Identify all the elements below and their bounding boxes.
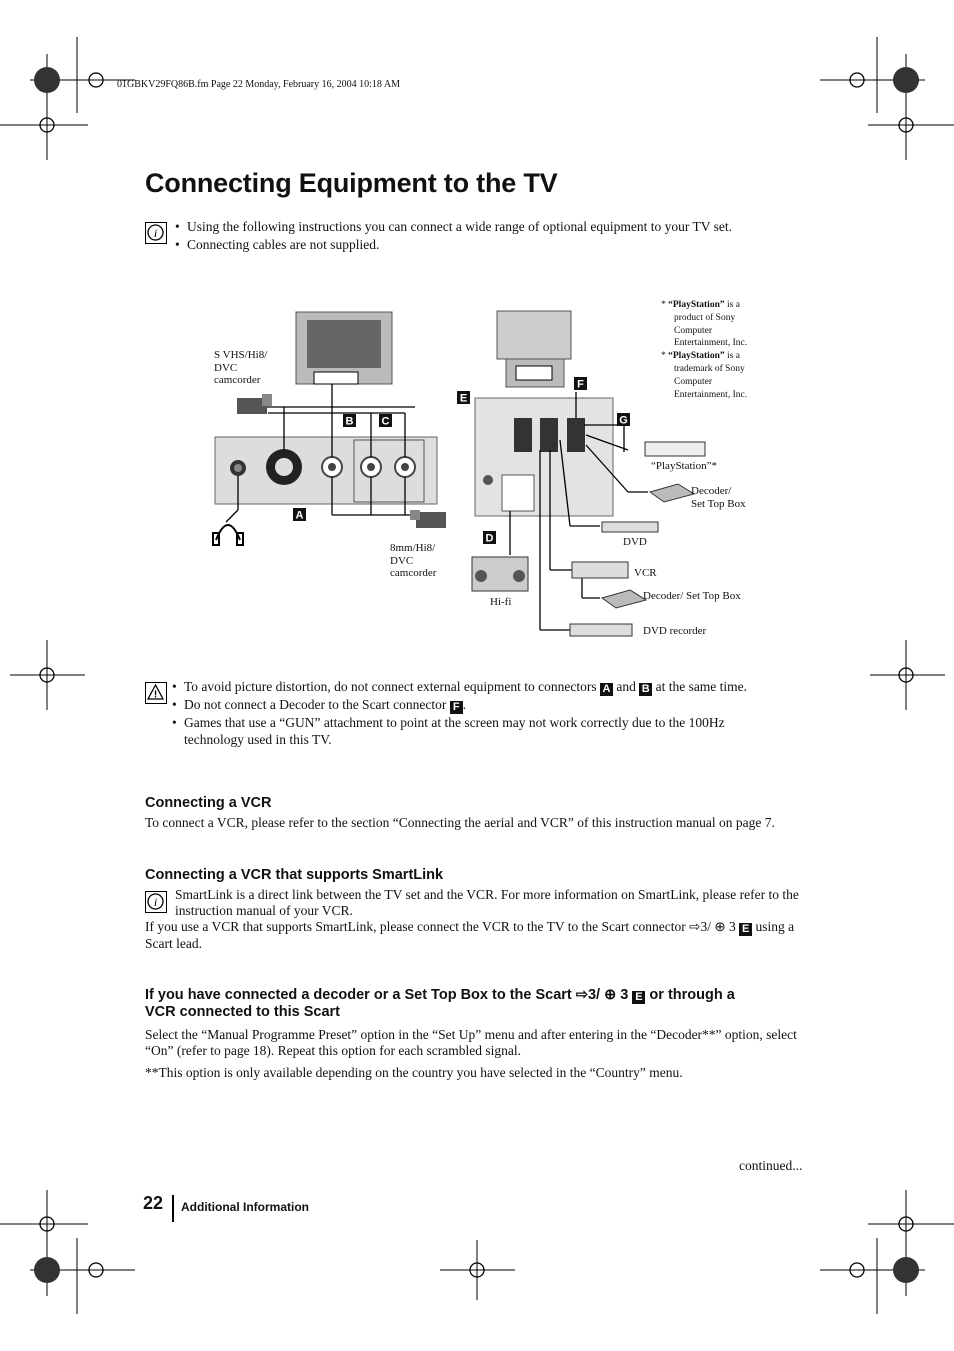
info-bullet-2: • Connecting cables are not supplied. xyxy=(175,236,795,254)
heading-decoder: If you have connected a decoder or a Set Top Box to the Scart ⇨3/ ⊕ 3 E or through a VCR connected to this Scart xyxy=(145,987,735,1020)
label-playstation: “PlayStation”* xyxy=(651,460,717,472)
heading-smartlink: Connecting a VCR that supports SmartLink xyxy=(145,867,444,883)
decoder2-image xyxy=(602,590,646,608)
connector-e-badge: E xyxy=(739,923,752,936)
info-icon xyxy=(145,222,167,244)
decoder-image xyxy=(650,484,694,502)
connector-f-badge: F xyxy=(450,701,463,714)
connector-f: F xyxy=(577,378,584,391)
dvd-recorder-image xyxy=(570,624,632,636)
warning-bullet-2: • Do not connect a Decoder to the Scart connector F . xyxy=(172,696,772,714)
connector-c: C xyxy=(381,415,390,428)
connector-a: A xyxy=(295,509,304,522)
page-title: Connecting Equipment to the TV xyxy=(145,168,558,198)
info-icon-2 xyxy=(145,891,167,913)
text-smartlink: If you use a VCR that supports SmartLink, please connect the VCR to the TV to the Scart connector ⇨3/ ⊕ 3 E using a Scart lead. xyxy=(145,919,795,951)
label-8mm-camcorder: 8mm/Hi8/ DVC camcorder xyxy=(390,542,437,579)
svg-text:!: ! xyxy=(153,689,158,701)
text-connecting-vcr: To connect a VCR, please refer to the section “Connecting the aerial and VCR” of this instruction manual on page 7. xyxy=(145,815,775,830)
vcr-image xyxy=(572,562,628,578)
playstation-image xyxy=(645,442,705,456)
warning-bullet-1: • To avoid picture distortion, do not connect external equipment to connectors A and B at the same time. xyxy=(172,678,772,696)
warning-icon xyxy=(145,682,167,704)
hifi-image xyxy=(472,557,528,591)
rear-panel xyxy=(475,398,613,516)
info-bullets xyxy=(175,218,795,254)
svg-text:i: i xyxy=(153,226,158,240)
connector-g: G xyxy=(619,414,628,427)
headphones-image xyxy=(213,525,243,545)
footer-divider xyxy=(172,1195,174,1222)
label-dvd: DVD xyxy=(623,536,647,548)
scart-out-icon-2: ⇨ xyxy=(575,987,588,1003)
warning-bullets xyxy=(172,678,772,748)
scart-in-icon-2: ⊕ xyxy=(604,987,617,1003)
warning-bullet-3: • Games that use a “GUN” attachment to point at the screen may not work correctly due to the 100Hz technology used in this TV. xyxy=(172,714,772,748)
connector-b: B xyxy=(345,415,354,428)
label-hifi: Hi-fi xyxy=(490,596,512,608)
connector-e-badge-2: E xyxy=(632,991,645,1004)
connector-d: D xyxy=(485,532,494,545)
page-number: 22 xyxy=(143,1193,164,1213)
connector-e: E xyxy=(459,392,468,405)
text-decoder: Select the “Manual Programme Preset” option in the “Set Up” menu and after entering in the “Decoder**” option, select “On” (refer to page 18). Repeat this option for each scrambled signal. xyxy=(145,1027,797,1058)
text-smartlink-info: SmartLink is a direct link between the TV set and the VCR. For more information on SmartLink, please refer to the instruction manual of your VCR. xyxy=(175,887,799,918)
tv-rear-image xyxy=(497,311,571,387)
camcorder-top-image xyxy=(237,394,272,414)
footnotes xyxy=(661,299,767,401)
tv-front-image xyxy=(296,312,392,384)
continued-text: continued... xyxy=(739,1158,803,1173)
dvd-image xyxy=(602,522,658,532)
footer-section: Additional Information xyxy=(181,1200,309,1214)
label-decoder-2: Decoder/ Set Top Box xyxy=(643,590,741,602)
footnote-2: * “PlayStation” is a trademark of Sony Computer Entertainment, Inc. xyxy=(661,351,748,400)
label-decoder: Decoder/ Set Top Box xyxy=(691,485,746,510)
connector-a-badge: A xyxy=(600,683,613,696)
label-vcr: VCR xyxy=(634,567,657,579)
svg-text:i: i xyxy=(153,895,158,909)
label-dvd-recorder: DVD recorder xyxy=(643,625,707,637)
connector-b-badge: B xyxy=(639,683,652,696)
heading-connecting-vcr: Connecting a VCR xyxy=(145,795,272,811)
footnote-1: * “PlayStation” is a product of Sony Computer Entertainment, Inc. xyxy=(661,300,748,349)
text-country-note: **This option is only available depending on the country you have selected in the “Country” menu. xyxy=(145,1065,683,1080)
scart-out-icon: ⇨ xyxy=(689,919,701,934)
camcorder-bottom-image xyxy=(410,510,446,528)
label-svhs-camcorder: S VHS/Hi8/ DVC camcorder xyxy=(214,349,268,386)
file-info: 01GBKV29FQ86B.fm Page 22 Monday, February 16, 2004 10:18 AM xyxy=(117,79,400,90)
info-bullet-1: • Using the following instructions you can connect a wide range of optional equipment to your TV set. xyxy=(175,218,795,236)
scart-in-icon: ⊕ xyxy=(714,919,726,934)
